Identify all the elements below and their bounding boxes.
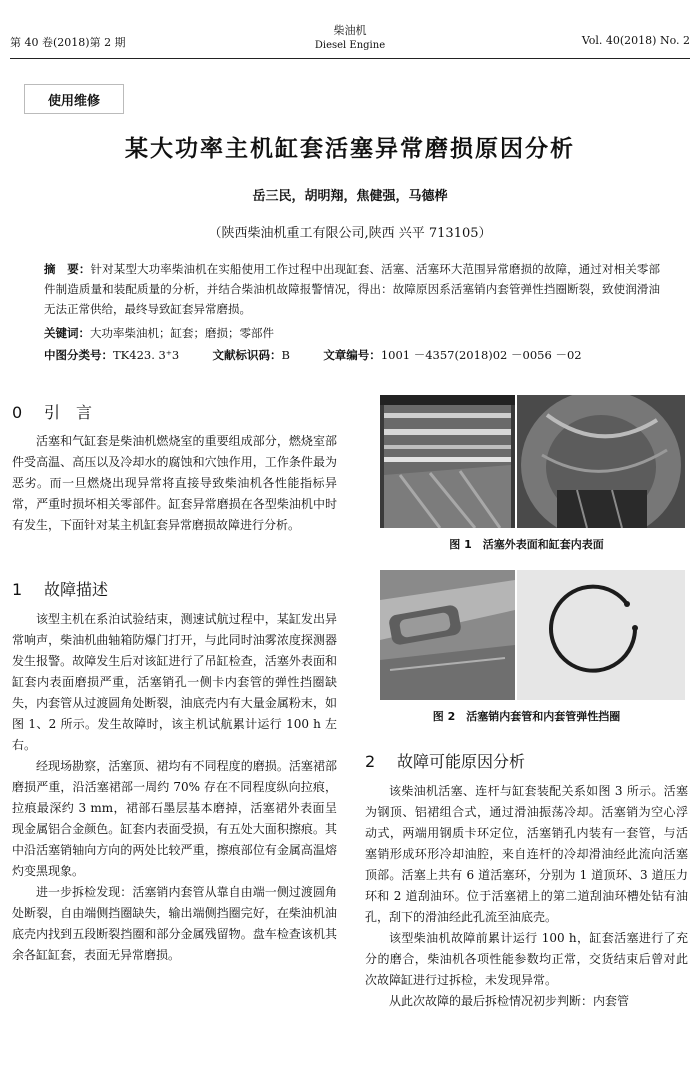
affiliation: （陕西柴油机重工有限公司,陕西 兴平 713105） xyxy=(208,226,492,241)
classification-line xyxy=(44,347,660,363)
section-1-heading xyxy=(12,577,337,600)
journal-volume: 第 40 卷(2018)第 2 期 xyxy=(10,36,126,49)
paragraph: 该型柴油机故障前累计运行 100 h，缸套活塞进行了充分的磨合，柴油机各项性能参数均正常，交货结束后曾对此次故障缸进行过拆检，未发现异常。 xyxy=(365,931,688,987)
keywords-label: 关键词： xyxy=(44,326,90,340)
header-rule xyxy=(10,58,690,59)
abstract-label: 摘 要： xyxy=(44,262,91,276)
section-1-title: 故障描述 xyxy=(44,580,109,599)
doc-code-label: 文献标识码： xyxy=(212,348,282,362)
paragraph: 该柴油机活塞、连杆与缸套装配关系如图 3 所示。活塞为钢顶、铝裙组合式，通过滑油振荡冷却。活塞销为空心浮动式，两端用钢质卡环定位，活塞销孔内装有一套管，与活塞销形成环形冷却油腔，来自连杆的冷却滑油经此流向活塞顶部。活塞上共有 6 道活塞环，分别为 1 道顶环、3 道压力环和 2 道刮油环。位于活塞裙上的第二道刮油环槽处钻有油孔，刮下的滑油经此孔流至油底壳。 xyxy=(365,784,688,924)
keywords-text: 大功率柴油机；缸套；磨损；零部件 xyxy=(90,326,274,340)
figure-2-caption: 图 2 活塞销内套管和内套管弹性挡圈 xyxy=(432,710,621,723)
figure-1-liner-image xyxy=(517,395,685,528)
section-0-title: 引 言 xyxy=(44,403,93,422)
section-2-number: 2 xyxy=(365,752,376,771)
article-number-value: 1001 －4357(2018)02 －0056 －02 xyxy=(380,348,582,362)
section-2-title: 故障可能原因分析 xyxy=(397,752,526,771)
section-2-body xyxy=(365,781,688,1012)
paragraph: 经现场勘察，活塞顶、裙均有不同程度的磨损。活塞裙部磨损严重，沿活塞裙部一周约 70% 存在不同程度纵向拉痕，拉痕最深约 3 mm，裙部石墨层基本磨掉，活塞裙外表面呈现金属铝合金颜色。缸套内表面受损，有五处大面积擦痕。其中沿活塞销轴向方向的两处比较严重，擦痕部位有金属高温熔灼变黑现象。 xyxy=(12,759,337,878)
paragraph: 该型主机在系泊试验结束，测速试航过程中，某缸发出异常响声，柴油机曲轴箱防爆门打开，与此同时油雾浓度探测器发生报警。故障发生后对该缸进行了吊缸检查，活塞外表面和缸套内表面磨损严重，活塞销孔一侧卡内套管的弹性挡圈缺失，内套管从过渡圆角处断裂，油底壳内有大量金属粉末，如图 1、2 所示。发生故障时，该主机试航累计运行 100 h 左右。 xyxy=(12,612,337,752)
keywords xyxy=(44,325,660,341)
paragraph: 活塞和气缸套是柴油机燃烧室的重要组成部分，燃烧室部件受高温、高压以及冷却水的腐蚀和穴蚀作用，工作条件最为恶劣。而一旦燃烧出现异常将直接导致柴油机各性能指标异常，严重时损坏相关零部件。缸套异常磨损在各型柴油机中时有发生，下面针对某主机缸套异常磨损故障进行分析。 xyxy=(12,434,337,532)
journal-name-en: Diesel Engine xyxy=(314,40,386,51)
abstract xyxy=(44,259,660,319)
section-0-number: 0 xyxy=(12,403,23,422)
authors: 岳三民，胡明翔，焦健强，马德桦 xyxy=(252,189,448,204)
doc-code-value: B xyxy=(281,348,290,362)
section-1-body xyxy=(12,609,337,966)
section-0-heading xyxy=(12,400,337,423)
figure-2-circlip-image xyxy=(517,570,685,700)
journal-issue: Vol. 40(2018) No. 2 xyxy=(581,34,690,47)
figure-1-caption: 图 1 活塞外表面和缸套内表面 xyxy=(449,538,604,551)
section-2-heading xyxy=(365,749,688,772)
section-1-number: 1 xyxy=(12,580,23,599)
figure-2-sleeve-image xyxy=(380,570,515,700)
section-0-body xyxy=(12,431,337,536)
journal-name-cn: 柴油机 xyxy=(333,24,367,37)
clc-value: TK423. 3⁺3 xyxy=(113,348,180,362)
category-tag: 使用维修 xyxy=(24,84,124,114)
clc-label: 中图分类号： xyxy=(44,348,113,362)
paragraph: 从此次故障的最后拆检情况初步判断：内套管 xyxy=(389,994,630,1008)
figure-1-piston-image xyxy=(380,395,515,528)
paragraph: 进一步拆检发现：活塞销内套管从靠自由端一侧过渡圆角处断裂，自由端侧挡圈缺失，输出端侧挡圈完好，在柴油机油底壳内找到五段断裂挡圈和部分金属残留物。盘车检查该机其余各缸缸套，表面无异常磨损。 xyxy=(12,885,337,962)
paper-title: 某大功率主机缸套活塞异常磨损原因分析 xyxy=(125,136,575,162)
abstract-text: 针对某型大功率柴油机在实船使用工作过程中出现缸套、活塞、活塞环大范围异常磨损的故障，通过对相关零部件制造质量和装配质量的分析，并结合柴油机故障报警情况，得出：故障原因系活塞销内套管弹性挡圈断裂，致使润滑油无法正常供给，最终导致缸套异常磨损。 xyxy=(44,262,660,316)
article-number-label: 文章编号： xyxy=(323,348,381,362)
